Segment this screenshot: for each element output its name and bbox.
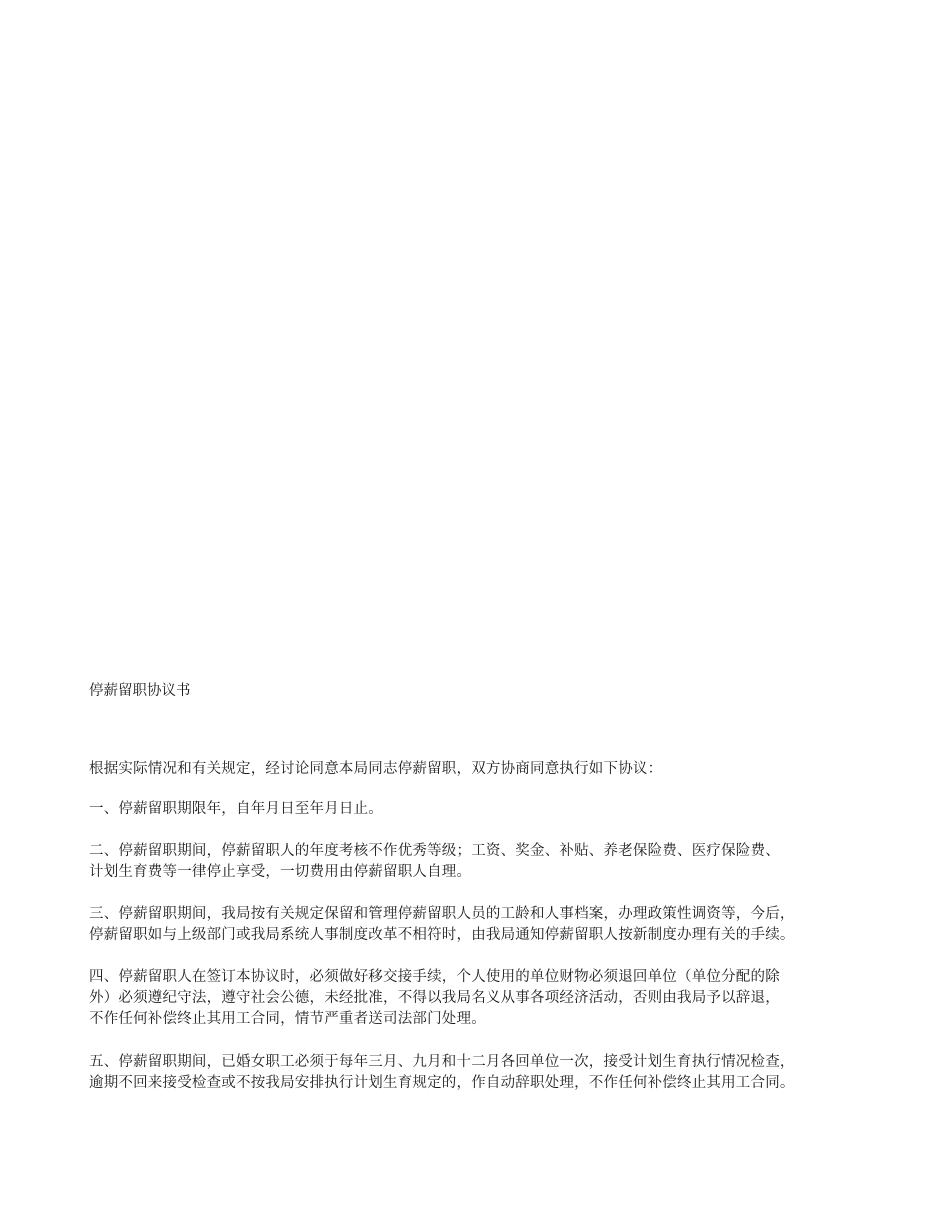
document-title: 停薪留职协议书: [89, 683, 191, 699]
paragraph-line: 逾期不回来接受检查或不按我局安排执行计划生育规定的，作自动辞职处理，不作任何补偿终止其用工合同。: [89, 1075, 795, 1091]
paragraph-line: 二、停薪留职期间，停薪留职人的年度考核不作优秀等级；工资、奖金、补贴、养老保险费、医疗保险费、: [89, 843, 780, 859]
paragraph-line: 一、停薪留职期限年，自年月日至年月日止。: [89, 801, 383, 817]
paragraph-line: 停薪留职如与上级部门或我局系统人事制度改革不相符时，由我局通知停薪留职人按新制度办理有关的手续。: [89, 927, 795, 943]
clause-2: [89, 841, 869, 883]
clause-4: [89, 967, 869, 1030]
paragraph-line: 四、停薪留职人在签订本协议时，必须做好移交接手续，个人使用的单位财物必须退回单位（单位分配的除: [89, 969, 780, 985]
paragraph-line: 计划生育费等一律停止享受，一切费用由停薪留职人自理。: [89, 864, 472, 880]
paragraph-line: 外）必须遵纪守法，遵守社会公德，未经批准，不得以我局名义从事各项经济活动，否则由我局予以辞退，: [89, 990, 780, 1006]
clause-5: [89, 1052, 869, 1094]
paragraph-line: 不作任何补偿终止其用工合同，情节严重者送司法部门处理。: [89, 1011, 486, 1027]
clause-3: [89, 904, 869, 946]
paragraph-line: 根据实际情况和有关规定，经讨论同意本局同志停薪留职，双方协商同意执行如下协议：: [89, 761, 663, 777]
paragraph-line: 三、停薪留职期间，我局按有关规定保留和管理停薪留职人员的工龄和人事档案，办理政策性调资等，今后，: [89, 906, 795, 922]
clause-1: [89, 799, 869, 820]
paragraph-preamble: [89, 759, 869, 780]
paragraph-line: 五、停薪留职期间，已婚女职工必须于每年三月、九月和十二月各回单位一次，接受计划生育执行情况检查，: [89, 1054, 795, 1070]
